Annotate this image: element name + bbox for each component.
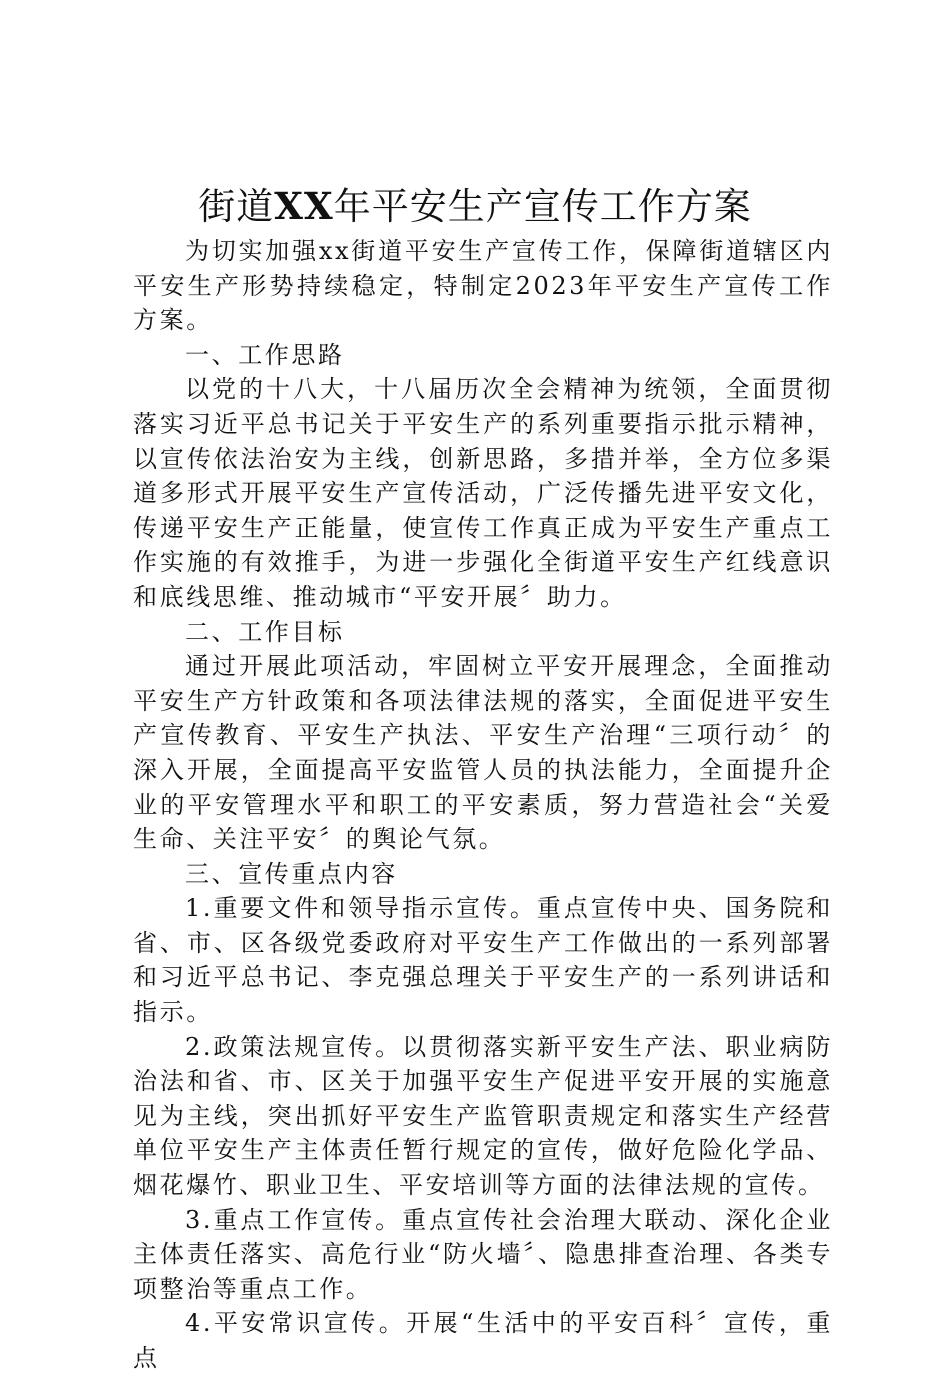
section-heading-1: 一、工作思路 (185, 340, 345, 369)
section-3-item-1: 1.重要文件和领导指示宣传。重点宣传中央、国务院和省、市、区各级党委政府对平安生产工作做出的一系列部署和习近平总书记、李克强总理关于平安生产的一系列讲话和指示。 (133, 894, 833, 1027)
section-3-item-3: 3.重点工作宣传。重点宣传社会治理大联动、深化企业主体责任落实、高危行业“防火墙〞、隐患排查治理、各类专项整治等重点工作。 (133, 1205, 833, 1303)
section-2-paragraph: 通过开展此项活动，牢固树立平安开展理念，全面推动平安生产方针政策和各项法律法规的落实，全面促进平安生产宣传教育、平安生产执法、平安生产治理“三项行动〞的深入开展，全面提高平安监管人员的执法能力，全面提升企业的平安管理水平和职工的平安素质，努力营造社会“关爱生命、关注平安〞的舆论气氛。 (133, 652, 833, 854)
section-1-paragraph: 以党的十八大，十八届历次全会精神为统领，全面贯彻落实习近平总书记关于平安生产的系列重要指示批示精神，以宣传依法治安为主线，创新思路，多措并举，全方位多渠道多形式开展平安生产宣传活动，广泛传播先进平安文化，传递平安生产正能量，使宣传工作真正成为平安生产重点工作实施的有效推手，为进一步强化全街道平安生产红线意识和底线思维、推动城市“平安开展〞助力。 (133, 375, 833, 611)
section-heading-3: 三、宣传重点内容 (185, 859, 398, 888)
section-3-item-2: 2.政策法规宣传。以贯彻落实新平安生产法、职业病防治法和省、市、区关于加强平安生产促进平安开展的实施意见为主线，突出抓好平安生产监管职责规定和落实生产经营单位平安生产主体责任暂行规定的宣传，做好危险化学品、烟花爆竹、职业卫生、平安培训等方面的法律法规的宣传。 (133, 1032, 833, 1200)
section-3-item-4: 4.平安常识宣传。开展“生活中的平安百科〞宣传，重点 (133, 1309, 833, 1372)
title-bold-placeholder: XX (274, 184, 334, 228)
document-title (0, 180, 950, 233)
section-heading-2: 二、工作目标 (185, 617, 345, 646)
intro-paragraph: 为切实加强xx街道平安生产宣传工作，保障街道辖区内平安生产形势持续稳定，特制定2023年平安生产宣传工作方案。 (133, 237, 833, 335)
title-prefix: 街道 (198, 185, 275, 228)
document-body (133, 234, 833, 1376)
title-suffix: 年平安生产宣传工作方案 (333, 185, 752, 228)
